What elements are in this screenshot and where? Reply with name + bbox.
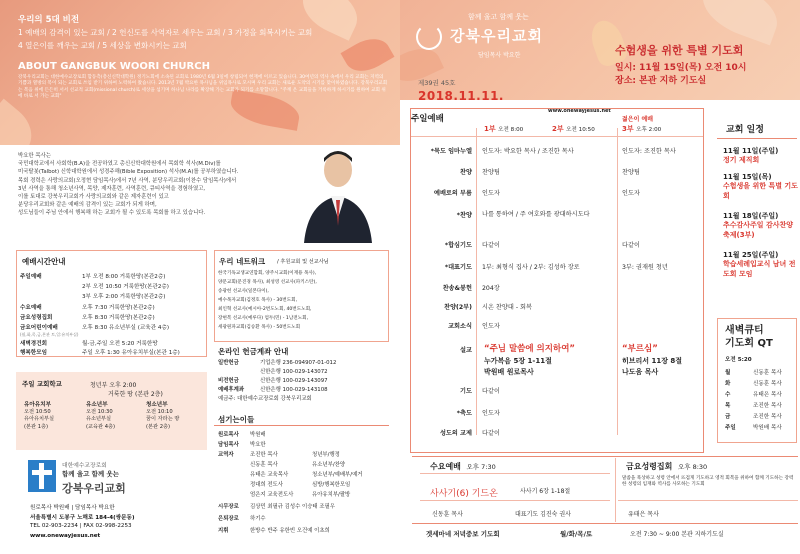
wednesday-time: 오후 7:30 — [466, 463, 496, 471]
account-label: 일반헌금 — [218, 360, 239, 366]
qt-row — [725, 423, 782, 431]
account-label: 예배후계좌 — [218, 387, 245, 393]
account-title: 온라인 헌금계좌 안내 — [218, 347, 289, 356]
order-detail: 시온 찬양대 - 회복 — [482, 304, 532, 311]
schedule-title: 예배시간안내 — [22, 257, 66, 266]
order-label: 찬양 — [460, 169, 472, 176]
calendar-date: 11월 18일(주일) — [723, 212, 779, 220]
sermon-title: “주님 말씀에 의지하여” — [484, 344, 575, 354]
schedule-label: 새벽경건회 — [20, 341, 48, 347]
staff-person: 조진한 목사 — [250, 452, 278, 458]
denomination: 대한예수교장로회 — [62, 463, 107, 469]
order-label: 찬송&봉헌 — [442, 285, 472, 292]
network-title: 우리 네트워크 — [219, 257, 266, 266]
friday-description: 말씀을 묵상하고 성령 안에서 뜨겁게 기도하고 영적 회복을 위하여 함께 기도하는 강력한 성령의 임재와 역사를 사모하는 기도회 — [622, 476, 794, 488]
staff-duty: 유소년부/찬양 — [312, 462, 346, 468]
order-detail: 나를 통하여 / 주 여호와를 광대하시도다 — [482, 211, 590, 218]
account-number: 신한은행 100-029-143097 — [260, 378, 328, 384]
notice-place: 장소: 본관 지하 기도실 — [615, 76, 707, 86]
calendar-date: 11월 11일(주일) — [723, 147, 779, 155]
schedule-value: 2부 오전 10:50 거룩한땅(본관2층) — [82, 284, 169, 290]
school-col-line: 유아유치부실 — [24, 416, 55, 423]
network-line: 송광헌 선교사(일본다이), — [218, 289, 269, 294]
school-column — [24, 402, 82, 431]
school-col-line: 오전 10:50 — [24, 409, 51, 416]
school-title: 주일 교회학교 — [22, 380, 62, 388]
bulletin-date: 2018.11.11. — [418, 89, 504, 103]
qt-leader: 조진한 목사 — [753, 403, 782, 409]
staff-row — [218, 514, 266, 522]
qt-leader: 박원배 목사 — [753, 425, 782, 431]
service-name: 2부 — [552, 125, 564, 133]
staff-row — [218, 470, 363, 478]
pastor-bio-line: 분당우리교회와 같은 예배의 감격이 있는 교회가 되게 하며, — [18, 202, 157, 209]
dawn-prayer-label: 겟세마네 저녁중보 기도회 — [426, 530, 500, 538]
order-label: 기도 — [460, 388, 472, 395]
schedule-label: 금요어린이예배 — [20, 325, 58, 331]
calendar-divider — [717, 138, 797, 139]
calendar-title: 교회 일정 — [726, 125, 764, 135]
friday-title: 금요성령집회 — [626, 462, 673, 471]
school-col-head: 청소년부 — [146, 402, 168, 408]
row-divider — [420, 500, 610, 501]
staff-role: 시무장로 — [218, 504, 239, 510]
sermon-3-scripture: 히브리서 11장 8절 — [622, 357, 683, 365]
qt-title-line2: 기도회 QT — [725, 338, 773, 349]
staff-title: 섬기는이들 — [218, 415, 255, 424]
order-detail: 인도자 — [482, 410, 500, 417]
school-col-line: (본관 1층) — [24, 423, 49, 430]
staff-person: 정대희 전도사 — [250, 482, 283, 488]
network-line: 한국기독교생교연합회, 양주시교회(이재용 목사), — [218, 271, 317, 276]
about-title: ABOUT GANGBUK WOORI CHURCH — [18, 61, 210, 72]
qt-day: 금 — [725, 414, 731, 420]
dawn-prayer-time: 오전 7:30 ~ 9:00 본관 지하기도실 — [630, 531, 724, 538]
section-divider — [412, 456, 798, 457]
qt-row — [725, 401, 782, 409]
schedule-label: 수요예배 — [20, 305, 42, 311]
network-subtitle: / 후원교회 및 선교사님 — [277, 259, 329, 265]
notice-time: 일시: 11월 15일(목) 오전 10시 — [615, 63, 747, 73]
schedule-value: 주일 오후 1:30 유아유치부실(본관 1층) — [82, 350, 180, 356]
school-youth-location: 거룩한 땅 (본관 2층) — [108, 391, 163, 398]
qt-row — [725, 390, 782, 398]
schedule-label: 금요성령집회 — [20, 315, 53, 321]
qt-leader: 신동훈 목사 — [753, 381, 782, 387]
account-number: 기업은행 236-094907-01-012 — [260, 360, 337, 366]
staff-row — [218, 490, 351, 498]
account-number: 신한은행 100-029-143108 — [260, 387, 328, 393]
worship-order-table — [410, 108, 704, 453]
service-time: 오전 10:50 — [566, 127, 595, 133]
pastor-bio-line: 3년 사역을 통해 청소년사역, 목양, 제자훈련, 사역훈련, 큐티사역을 경험하였고, — [18, 185, 206, 192]
order-detail-3: 다같이 — [622, 242, 640, 249]
school-col-head: 유아유치부 — [24, 402, 52, 408]
order-label: 설교 — [460, 347, 472, 354]
section-divider — [412, 523, 798, 524]
sermon-preacher: 박원배 원로목사 — [484, 368, 534, 376]
staff-divider — [214, 425, 389, 426]
vision-line-1: 1 예배의 감격이 있는 교회 / 2 헌신도를 사역자로 세우는 교회 / 3 가정을 회복시키는 교회 — [18, 28, 313, 37]
qt-title-line1: 새벽큐티 — [725, 325, 764, 336]
pastor-bio-line: 박요한 목사는 — [18, 153, 51, 159]
order-label: 예배로의 부름 — [433, 190, 472, 197]
staff-person: 하기수 — [250, 516, 266, 522]
staff-person: 신동훈 목사 — [250, 462, 278, 468]
staff-person: 박원배 — [250, 432, 266, 438]
wednesday-title: 수요예배 — [430, 462, 461, 471]
service-1-header — [484, 124, 523, 134]
calendar-event: 학습세례입교식 남녀 전도회 모임 — [723, 260, 796, 278]
pastor-bio-line: 성도님들이 주님 안에서 행복해 하는 교회가 될 수 있도록 목회를 하고 있습니다. — [18, 210, 206, 217]
service-3-label: 젊은이 예배 — [622, 116, 654, 123]
wednesday-prayer: 대표기도 김진숙 권사 — [515, 511, 571, 518]
service-name: 3부 — [622, 125, 634, 133]
vision-line-2: 4 열은이를 깨우는 교회 / 5 세상을 변화시키는 교회 — [18, 41, 187, 50]
staff-person: 엄은지 교육전도사 — [250, 492, 294, 498]
logo-church-name: 강북우리교회 — [62, 482, 126, 495]
staff-role: 담임목사 — [218, 442, 239, 448]
network-line: 세광원파교회(김승환 목사) - 50번도노회 — [218, 325, 301, 330]
wednesday-preacher: 신동훈 목사 — [432, 511, 463, 518]
pastor-bio — [18, 152, 308, 218]
staff-role: 은퇴장로 — [218, 516, 239, 522]
staff-duty: 청년부/행정 — [312, 452, 340, 458]
volume-number: 제39권 45호 — [418, 79, 456, 87]
schedule-value: 오후 7:30 거룩한땅(본관2층) — [82, 305, 155, 311]
order-label: *묵도 임마누엘 — [430, 148, 472, 155]
order-label: *대표기도 — [444, 264, 472, 271]
schedule-value: 1부 오전 8:00 거룩한땅(본관2층) — [82, 274, 166, 280]
schedule-note-text: (월,화,목,금,본관 토,일:유치부실) — [20, 332, 79, 337]
row-divider — [411, 136, 703, 137]
qt-day: 수 — [725, 392, 731, 398]
row-divider — [420, 473, 610, 474]
table-divider — [476, 128, 477, 435]
qt-day: 화 — [725, 381, 731, 387]
order-detail: 찬양팀 — [482, 169, 500, 176]
vision-title: 우리의 5대 비전 — [18, 15, 80, 25]
calendar-event: 정기 제직회 — [723, 156, 760, 164]
schedule-value: 3부 오후 2:00 거룩한땅(본관2층) — [82, 294, 166, 300]
schedule-value: 오후 8:30 거룩한땅(본관2층) — [82, 315, 155, 321]
staff-row — [218, 526, 330, 534]
pastor-bio-line: 목회 경력은 사랑의교회(오정현 담임목사)에서 7년 사역, 분당우리교회(이찬수 담임목사)에서 — [18, 177, 237, 184]
service-time: 오전 8:00 — [498, 127, 524, 133]
school-col-line: (교육관 4층) — [86, 423, 116, 430]
order-detail-3: 찬양팀 — [622, 169, 640, 176]
pastor-bio-line: 이를 토대로 강북우리교회가 사랑의교회와 같은 제자훈련이 있고 — [18, 194, 169, 201]
qt-title — [725, 324, 773, 350]
order-label: *찬양 — [456, 212, 472, 219]
website-link[interactable]: www.onewayjesus.net — [548, 108, 611, 114]
friday-time: 오후 8:30 — [677, 463, 708, 471]
table-divider — [617, 128, 618, 435]
qt-row — [725, 379, 782, 387]
account-row — [218, 385, 328, 393]
staff-person: 박요한 — [250, 442, 266, 448]
school-column — [146, 402, 204, 431]
order-label: *축도 — [456, 410, 472, 417]
notice-title: 수험생을 위한 특별 기도회 — [615, 44, 744, 57]
cross-vertical — [39, 463, 44, 489]
staff-person: 유태은 교육목사 — [250, 472, 289, 478]
school-col-line: (본관 2층) — [146, 423, 171, 430]
qt-day: 월 — [725, 370, 731, 376]
order-detail: 204장 — [482, 285, 500, 292]
order-detail: 인도자: 박요한 목사 / 조진한 목사 — [482, 148, 574, 155]
school-col-head: 유소년부 — [86, 402, 108, 408]
qt-row — [725, 368, 782, 376]
schedule-value: 월-금,주일 오전 5:20 거룩한땅 — [82, 341, 158, 347]
staff-row — [218, 502, 335, 510]
staff-duty: 유아유치부/팔방 — [312, 492, 351, 498]
calendar-event: 수험생을 위한 특별 기도회 — [723, 182, 798, 200]
address-website[interactable]: www.onewayjesus.net — [30, 533, 101, 539]
address-street: 서울특별시 도봉구 노해로 184-4(쌍문동) — [30, 515, 135, 521]
account-number: 신한은행 100-029-143072 — [260, 369, 328, 375]
qt-time: 오전 5:20 — [725, 357, 752, 363]
qt-leader: 조진한 목사 — [753, 414, 782, 420]
sermon-3-preacher: 나도움 목사 — [622, 368, 659, 376]
staff-row — [218, 430, 266, 438]
sermon-3-title: “부르심” — [622, 344, 658, 354]
order-label: *합심기도 — [444, 242, 472, 249]
staff-person: 한방수 반주 유한빈 오건예 이초희 — [250, 528, 330, 534]
service-time: 오후 2:00 — [636, 127, 662, 133]
pastor-line: 담임목사 박요한 — [478, 52, 521, 59]
column-divider — [615, 458, 616, 522]
qt-day: 주일 — [725, 425, 736, 431]
order-detail-3: 3부: 권재원 청년 — [622, 264, 668, 271]
friday-preacher: 유태은 목사 — [628, 511, 659, 518]
schedule-value: 오후 8:30 유소년부실 (교육관 4층) — [82, 325, 170, 331]
order-detail-3: 인도자 — [622, 190, 640, 197]
service-2-header — [552, 124, 595, 134]
order-label: 성도의 교제 — [439, 430, 472, 437]
schedule-label: 주일예배 — [20, 274, 42, 280]
account-row — [218, 367, 328, 375]
wednesday-sermon-title: 사사기(6) 기드온 — [430, 489, 498, 499]
sermon-scripture: 누가복음 5장 1-11절 — [484, 357, 552, 365]
pastor-bio-line: 미국탈봇(Talbot) 신학대학원에서 성경주해(Bible Exposition) 석사(M.A)를 공부하였습니다. — [18, 169, 239, 176]
service-name: 1부 — [484, 125, 496, 133]
staff-row — [218, 460, 346, 468]
friday-header — [626, 461, 707, 472]
network-line: 예수목자교회(김정호 목사) - 30번도회, — [218, 298, 298, 303]
staff-duty: 심방/행복한모임 — [312, 482, 351, 488]
account-label: 비전헌금 — [218, 378, 239, 384]
order-detail: 다같이 — [482, 430, 500, 437]
cross-horizontal — [32, 470, 52, 475]
address-pastors: 원로목사 박원배 | 담임목사 박요한 — [30, 505, 115, 511]
staff-role: 교역자 — [218, 452, 234, 458]
staff-role: 지휘 — [218, 528, 229, 534]
order-detail-3: 인도자: 조진한 목사 — [622, 148, 676, 155]
account-row — [218, 358, 336, 366]
calendar-event: 추수감사주일 감사찬양축제(3부) — [723, 221, 794, 239]
school-youth-time: 청년부 오후 2:00 — [90, 382, 137, 389]
about-text: 강북우리교회는 대한예수교장로회 합동측(총신신학대학원) 정기노회에 소속된 교회로 1980년 6월 3일에 창립되어 현재에 이르고 있습니다. 30여년의 역사 속에서 우리 교회는 지역의 기쁨과 열방의 복이 되는 교회로 쓰임 받기 위하여 노력하여 왔습니다. 2013년 7월 박요한 목사님을 위임목사로 모시며 우리 교회는 새로운 도약의 시기를 맞이하였습니다. 강북우리교회는 복음 위에 든든히 서서 선교적 교회(missional church)로 세상을 섬기며 하나님 나라를 확장해 가는 교회가 되기를 소망합니다. "주께 온 교회들을 거룩하게 하시기를 원하여 교회 위에 바로 서 가는 교회" — [18, 75, 388, 100]
pastor-bio-line: 국민대학교에서 사회학(B.A)을 전공하였고 총신신학대학원에서 목회학 석사(M.Div)를 — [18, 161, 221, 168]
staff-duty: 청소년부/예배부/예거 — [312, 472, 363, 478]
row-divider — [618, 500, 798, 501]
account-holder: 예금주: 대한예수교장로회 강북우리교회 — [218, 396, 312, 402]
church-slogan: 함께 울고 함께 웃는 — [468, 13, 529, 21]
wednesday-scripture: 사사기 6장 1-18절 — [520, 488, 571, 495]
order-detail: 인도자 — [482, 323, 500, 330]
order-detail: 인도자 — [482, 190, 500, 197]
network-line: 장현복 선교사(예루다) 엄두(민) - 1남전노회, — [218, 316, 309, 321]
school-col-line: 꿈이 자라는 땅 — [146, 416, 180, 423]
address-phone: TEL 02-903-2234 | FAX 02-998-2253 — [30, 523, 132, 529]
church-logo-icon — [416, 24, 442, 50]
network-line: 최인혁 선교사(예시아-2번도노회, 40번도노회, — [218, 307, 312, 312]
qt-day: 목 — [725, 403, 731, 409]
order-label: 교회소식 — [448, 323, 472, 330]
calendar-date: 11월 15일(목) — [723, 173, 772, 181]
order-detail: 다같이 — [482, 388, 500, 395]
account-row — [218, 376, 328, 384]
qt-leader: 유태은 목사 — [753, 392, 782, 398]
staff-row — [218, 480, 351, 488]
staff-row — [218, 450, 340, 458]
service-3-header — [622, 124, 661, 134]
staff-row — [218, 440, 266, 448]
qt-leader: 신동훈 목사 — [753, 370, 782, 376]
school-col-line: 오전 10:10 — [146, 409, 173, 416]
school-col-line: 유소년부실 — [86, 416, 112, 423]
dawn-prayer-days: 월/화/목/토 — [560, 530, 593, 538]
wednesday-header — [430, 461, 496, 472]
staff-person: 김상민 최필규 김성수 이승태 조필우 — [250, 504, 335, 510]
order-detail: 다같이 — [482, 242, 500, 249]
pastor-photo — [298, 140, 376, 243]
school-col-line: 오전 10:30 — [86, 409, 113, 416]
church-name: 강북우리교회 — [450, 27, 543, 45]
network-line: 양문교회(문진경 목사), 최성영 선교사(파키스탄), — [218, 280, 317, 285]
order-detail: 1부: 최형식 집사 / 2부: 김성하 장로 — [482, 264, 580, 271]
school-column — [86, 402, 144, 431]
logo-slogan: 함께 울고 함께 웃는 — [62, 470, 120, 478]
calendar-date: 11월 25일(주일) — [723, 251, 779, 259]
schedule-label: 행복한모임 — [20, 350, 48, 356]
order-label: 찬양(2부) — [444, 304, 472, 311]
staff-role: 원로목사 — [218, 432, 239, 438]
worship-title: 주일예배 — [411, 114, 444, 124]
qt-row — [725, 412, 782, 420]
